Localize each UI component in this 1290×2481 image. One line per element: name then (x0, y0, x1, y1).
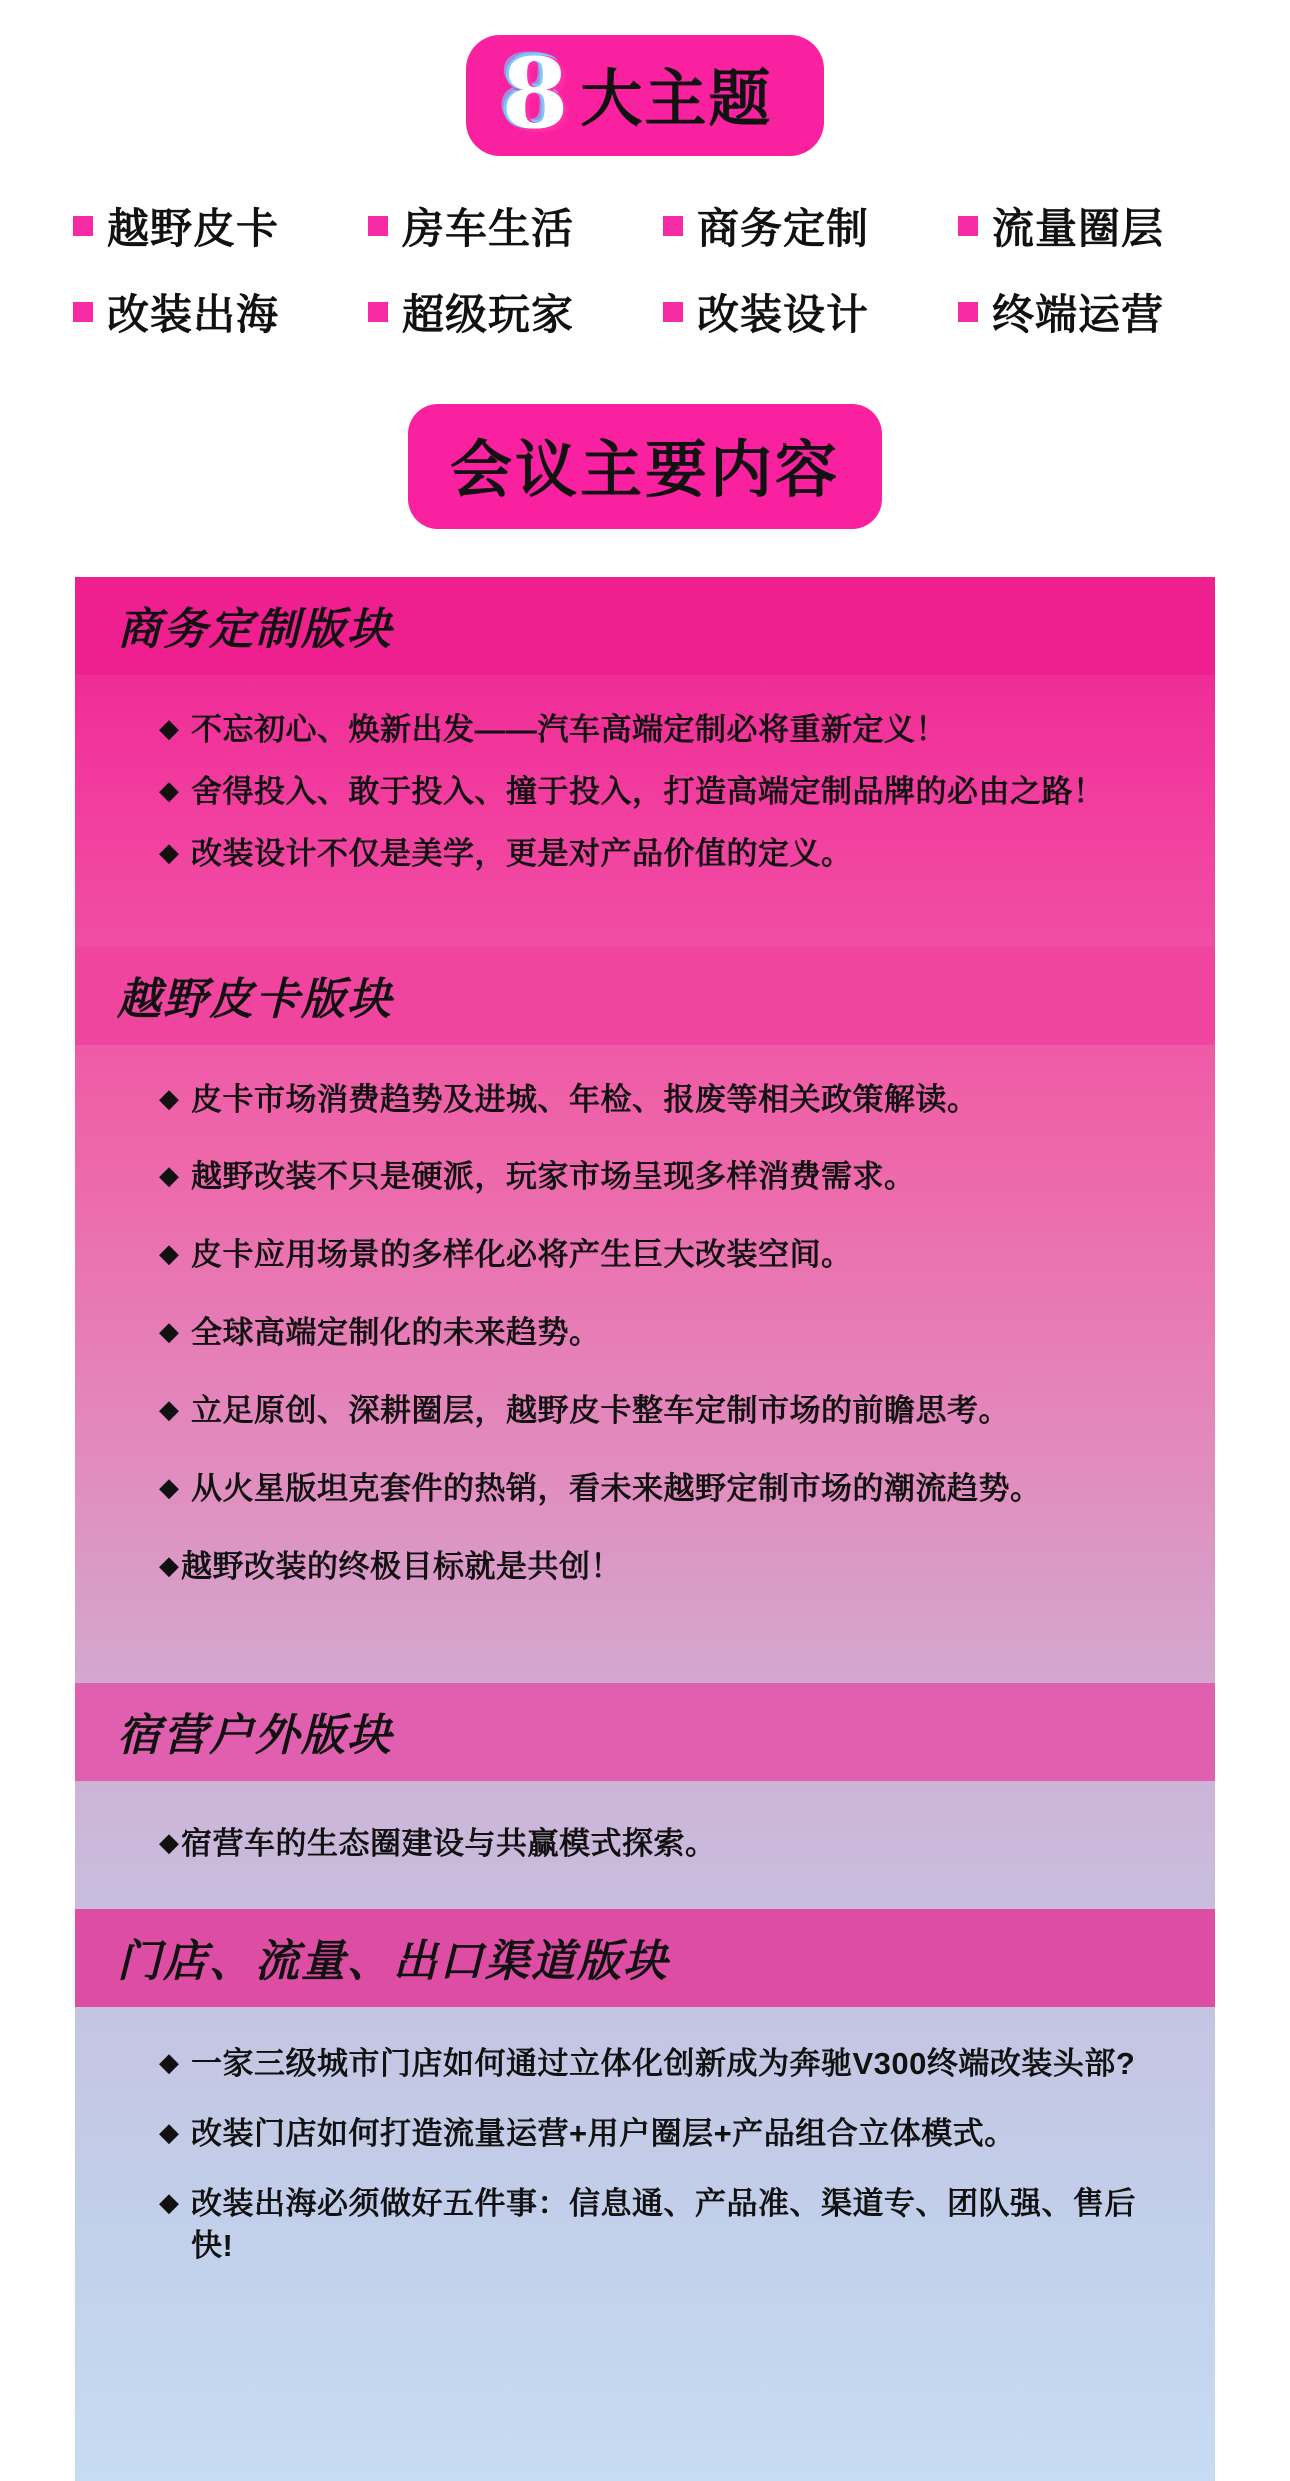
theme-item-5 (55, 282, 350, 342)
list-item (159, 1468, 1159, 1510)
diamond-bullet-icon: ◆ (159, 2047, 179, 2078)
list-item-text: 改装出海必须做好五件事：信息通、产品准、渠道专、团队强、售后快! (191, 2185, 1136, 2263)
list-item (159, 1312, 1159, 1354)
theme-label: 商务定制 (697, 205, 870, 252)
diamond-bullet-icon: ◆ (159, 1082, 179, 1113)
diamond-bullet-icon: ◆ (159, 713, 179, 743)
theme-item-8 (940, 282, 1235, 342)
theme-label: 房车生活 (402, 205, 575, 252)
diamond-bullet-icon: ◆ (159, 1827, 179, 1858)
list-item-text: 一家三级城市门店如何通过立体化创新成为奔驰V300终端改装头部? (191, 2046, 1136, 2082)
section-title-pill (408, 404, 882, 529)
diamond-bullet-icon: ◆ (159, 1549, 179, 1580)
list-item (159, 1234, 1159, 1276)
block-header-label: 越野皮卡版块 (117, 973, 393, 1025)
diamond-bullet-icon: ◆ (159, 1393, 179, 1424)
list-item-text: 立足原创、深耕圈层，越野皮卡整车定制市场的前瞻思考。 (191, 1392, 1010, 1428)
theme-label: 改装设计 (697, 291, 870, 338)
diamond-bullet-icon: ◆ (159, 1238, 179, 1269)
diamond-bullet-icon: ◆ (159, 1160, 179, 1191)
theme-label: 改装出海 (107, 291, 280, 338)
block-list-store (75, 2007, 1215, 2330)
block-list-business (75, 675, 1215, 925)
list-item-text: 从火星版坦克套件的热销，看未来越野定制市场的潮流趋势。 (191, 1470, 1042, 1506)
content-panel (75, 577, 1215, 2481)
list-item-text: 皮卡市场消费趋势及进城、年检、报废等相关政策解读。 (191, 1081, 979, 1117)
block-spacer (75, 925, 1215, 947)
list-item-text: 全球高端定制化的未来趋势。 (191, 1315, 601, 1351)
list-item (159, 833, 1159, 875)
diamond-bullet-icon: ◆ (159, 836, 179, 867)
theme-label: 越野皮卡 (107, 205, 280, 252)
top-title-text: 大主题 (580, 64, 773, 134)
block-header-label: 宿营户外版块 (117, 1710, 393, 1762)
list-item (159, 1823, 1159, 1865)
theme-item-7 (645, 282, 940, 342)
list-item (159, 709, 1159, 751)
diamond-bullet-icon: ◆ (159, 774, 179, 805)
theme-label: 终端运营 (992, 291, 1165, 338)
theme-item-1 (55, 196, 350, 256)
list-item-text: 越野改装不只是硬派，玩家市场呈现多样消费需求。 (191, 1159, 916, 1195)
list-item-text: 越野改装的终极目标就是共创！ (181, 1548, 622, 1584)
top-title-banner (0, 0, 1290, 190)
theme-item-4 (940, 196, 1235, 256)
theme-item-2 (350, 196, 645, 256)
list-item-text: 舍得投入、敢于投入、撞于投入，打造高端定制品牌的必由之路！ (191, 773, 1105, 809)
list-item (159, 2183, 1159, 2267)
square-bullet-icon (368, 302, 388, 322)
diamond-bullet-icon: ◆ (159, 1316, 179, 1347)
list-item (159, 1079, 1159, 1121)
top-title-pill (466, 35, 825, 156)
diamond-bullet-icon: ◆ (159, 2186, 179, 2217)
theme-grid (55, 190, 1235, 342)
theme-label: 流量圈层 (992, 205, 1165, 252)
square-bullet-icon (663, 216, 683, 236)
list-item (159, 771, 1159, 813)
block-spacer (75, 1653, 1215, 1683)
list-item (159, 2113, 1159, 2155)
block-header-label: 门店、流量、出口渠道版块 (117, 1936, 669, 1988)
top-title-numeral: 8 (501, 36, 569, 150)
square-bullet-icon (73, 302, 93, 322)
list-item-text: 改装设计不仅是美学，更是对产品价值的定义。 (191, 835, 853, 871)
list-item (159, 1546, 1159, 1588)
theme-item-6 (350, 282, 645, 342)
list-item (159, 1156, 1159, 1198)
block-list-offroad (75, 1045, 1215, 1654)
list-item-text: 皮卡应用场景的多样化必将产生巨大改装空间。 (191, 1237, 853, 1273)
list-item-text: 改装门店如何打造流量运营+用户圈层+产品组合立体模式。 (191, 2116, 1016, 2152)
square-bullet-icon (73, 216, 93, 236)
diamond-bullet-icon: ◆ (159, 1471, 179, 1502)
theme-item-3 (645, 196, 940, 256)
block-header-label: 商务定制版块 (117, 604, 393, 655)
square-bullet-icon (958, 216, 978, 236)
section-title-text: 会议主要内容 (449, 436, 840, 505)
block-header-store (75, 1909, 1215, 2007)
block-header-business (75, 577, 1215, 675)
block-header-offroad (75, 947, 1215, 1045)
section-title-banner (0, 404, 1290, 529)
block-header-camping (75, 1683, 1215, 1781)
theme-label: 超级玩家 (402, 291, 575, 338)
block-list-camping (75, 1781, 1215, 1909)
list-item (159, 1390, 1159, 1432)
diamond-bullet-icon: ◆ (159, 2117, 179, 2148)
list-item-text: 宿营车的生态圈建设与共赢模式探索。 (181, 1826, 717, 1862)
list-item (159, 2043, 1159, 2085)
list-item-text: 不忘初心、焕新出发——汽车高端定制必将重新定义！ (191, 712, 947, 747)
square-bullet-icon (368, 216, 388, 236)
square-bullet-icon (663, 302, 683, 322)
square-bullet-icon (958, 302, 978, 322)
